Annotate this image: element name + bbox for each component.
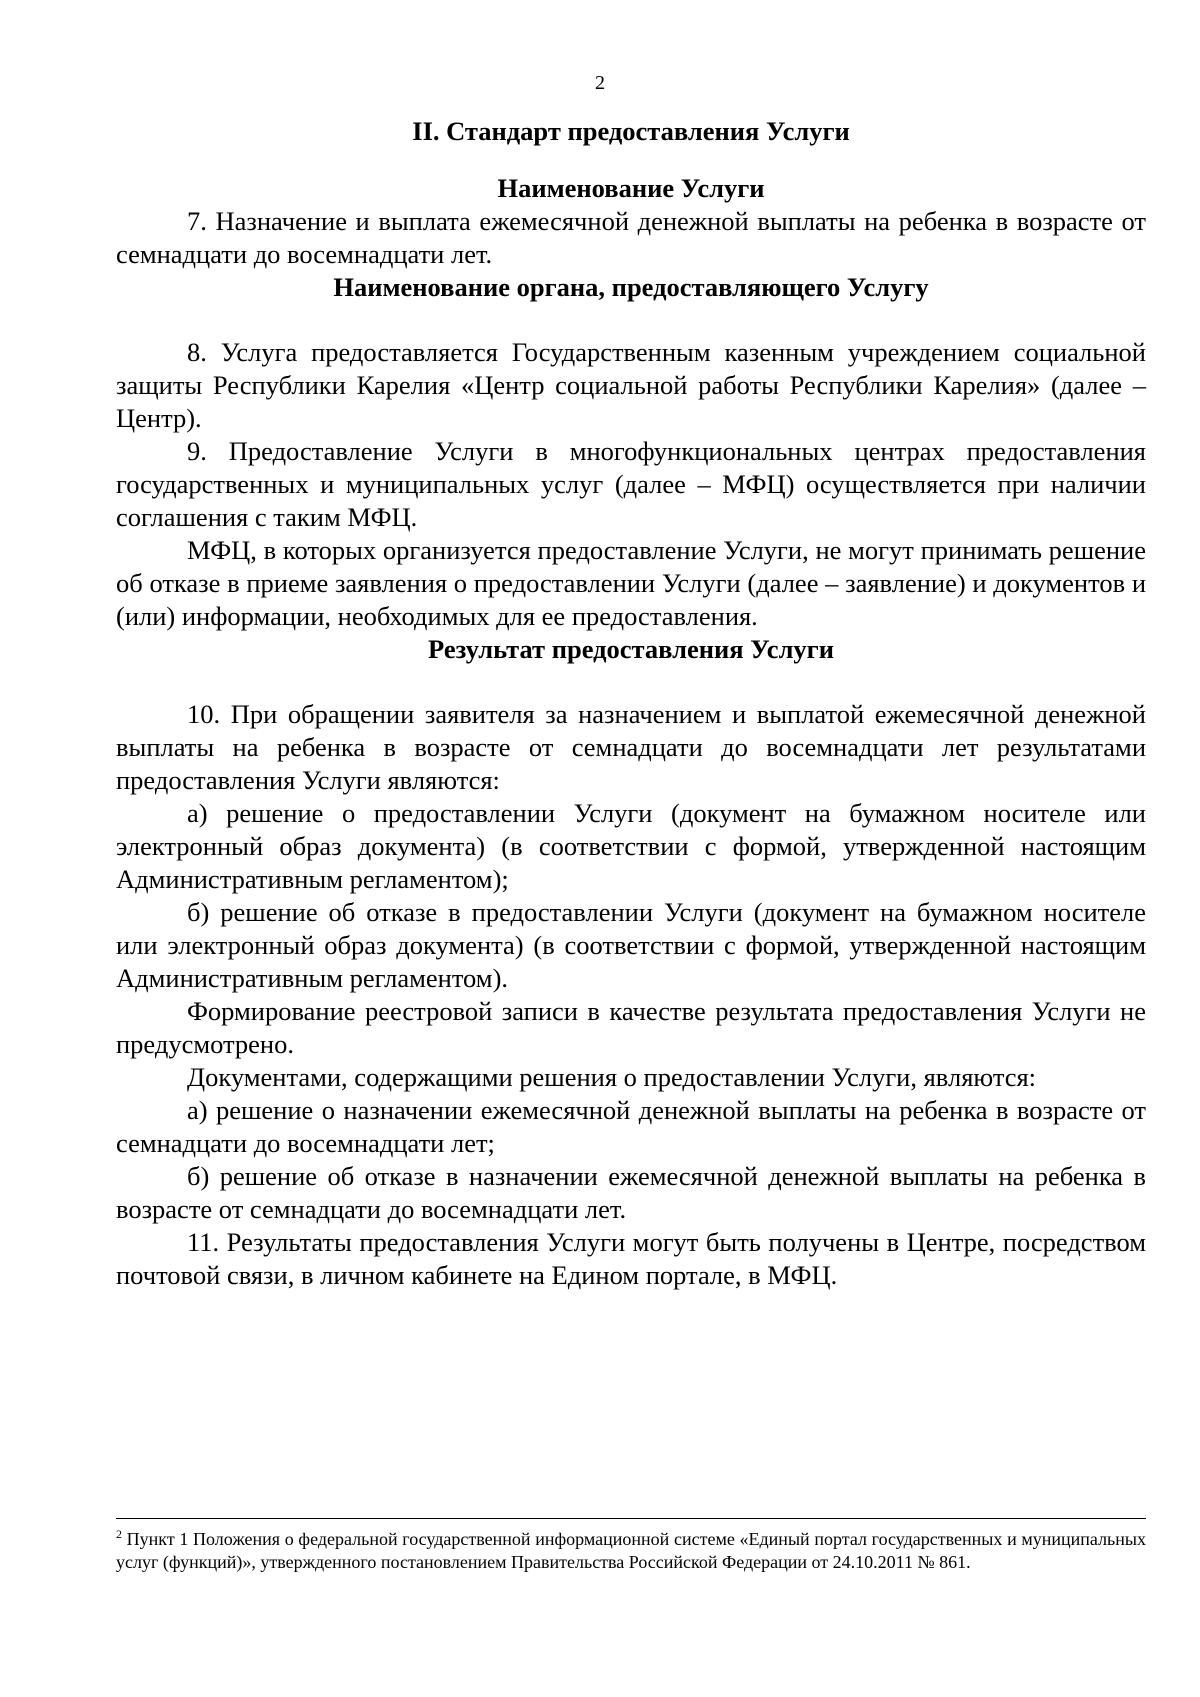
page-number: 2 <box>595 72 605 94</box>
paragraph-10: 10. При обращении заявителя за назначением и выплатой ежемесячной денежной выплаты на ребенка в возрасте от семнадцати до восемнадцати лет результатами предоставления Услуги являются: <box>116 699 1146 795</box>
section-title-service-name: Наименование Услуги <box>497 173 765 203</box>
paragraph-10-item-b: б) решение об отказе в предоставлении Услуги (документ на бумажном носителе или электронный образ документа) (в соответствии с формой, утвержденной настоящим Административным регламентом). <box>116 897 1146 993</box>
paragraph-7: 7. Назначение и выплата ежемесячной денежной выплаты на ребенка в возрасте от семнадцати до восемнадцати лет. <box>116 206 1146 269</box>
footnote <box>116 1528 1146 1574</box>
paragraph-10-documents-intro: Документами, содержащими решения о предоставлении Услуги, являются: <box>187 1062 1037 1092</box>
page-content <box>116 115 1146 1292</box>
paragraph-9-continuation: МФЦ, в которых организуется предоставление Услуги, не могут принимать решение об отказе в приеме заявления о предоставлении Услуги (далее – заявление) и документов и (или) информации, необходимых для ее предоставления. <box>116 535 1146 631</box>
paragraph-10-document-a: а) решение о назначении ежемесячной денежной выплаты на ребенка в возрасте от семнадцати до восемнадцати лет; <box>116 1095 1146 1158</box>
section-title-organ: Наименование органа, предоставляющего Услугу <box>333 272 929 302</box>
paragraph-10-document-b: б) решение об отказе в назначении ежемесячной денежной выплаты на ребенка в возрасте от семнадцати до восемнадцати лет. <box>116 1161 1146 1224</box>
footnote-divider <box>116 1518 1146 1519</box>
paragraph-10-registry-note: Формирование реестровой записи в качестве результата предоставления Услуги не предусмотрено. <box>116 996 1146 1059</box>
footnote-marker: 2 <box>116 1527 122 1541</box>
footnote-text: Пункт 1 Положения о федеральной государственной информационной системе «Единый портал государственных и муниципальных услуг (функций)», утвержденного постановлением Правительства Российской Федерации от 24.10.2011 № 861. <box>116 1529 1146 1572</box>
section-main-title: II. Стандарт предоставления Услуги <box>412 116 850 146</box>
paragraph-8: 8. Услуга предоставляется Государственным казенным учреждением социальной защиты Республики Карелия «Центр социальной работы Республики Карелия» (далее – Центр). <box>116 337 1146 433</box>
paragraph-9: 9. Предоставление Услуги в многофункциональных центрах предоставления государственных и муниципальных услуг (далее – МФЦ) осуществляется при наличии соглашения с таким МФЦ. <box>116 436 1146 532</box>
paragraph-10-item-a: а) решение о предоставлении Услуги (документ на бумажном носителе или электронный образ документа) (в соответствии с формой, утвержденной настоящим Административным регламентом); <box>116 798 1146 894</box>
paragraph-11: 11. Результаты предоставления Услуги могут быть получены в Центре, посредством почтовой связи, в личном кабинете на Едином портале, в МФЦ. <box>116 1227 1146 1290</box>
section-title-result: Результат предоставления Услуги <box>428 634 834 664</box>
